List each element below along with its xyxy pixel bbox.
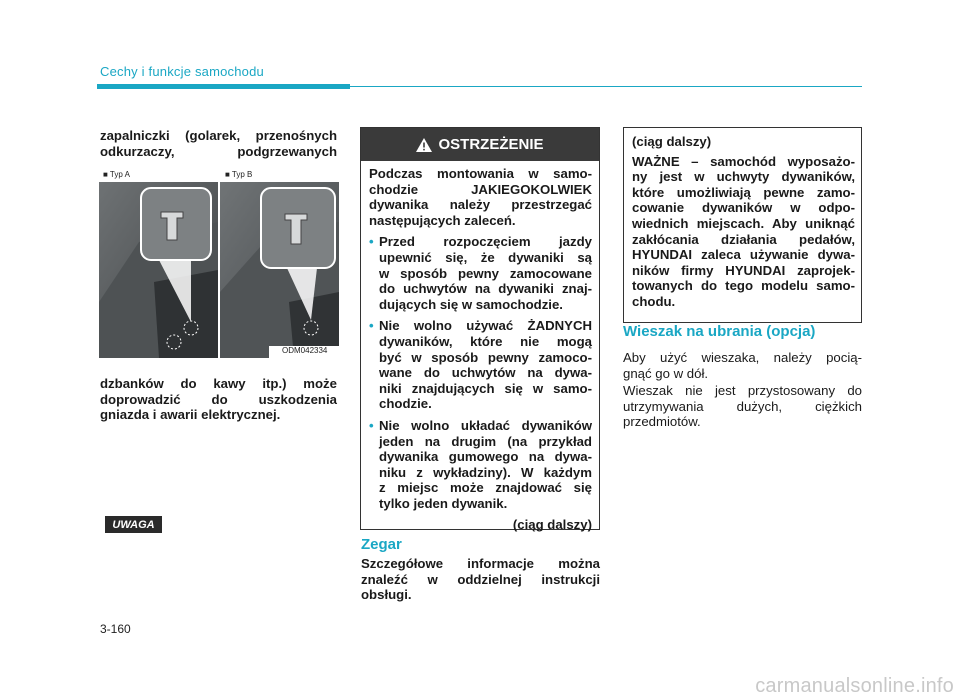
text-line: jeden na drugim (na przykład: [379, 433, 592, 449]
text-line: cowanie dywaników w odpo-: [632, 200, 855, 216]
text-line: towanych do tego modelu samo-: [632, 278, 855, 294]
continuation-body: [632, 134, 855, 310]
text-line: Wieszak nie jest przystosowany do: [623, 383, 862, 398]
text-line: z miejsc może znajdować się: [379, 480, 592, 496]
wieszak-paragraph-1: [623, 350, 862, 381]
uwaga-label: UWAGA: [105, 516, 162, 533]
text-line: gniazda i awarii elektrycznej.: [100, 407, 281, 423]
text-line: Nie wolno używać ŻADNYCH: [379, 318, 592, 334]
floor-mat-image: [99, 168, 339, 358]
warning-box: [360, 127, 600, 533]
text-line: HYUNDAI zaleca używanie dywa-: [632, 247, 855, 263]
text-line: WAŻNE – samochód wyposażo-: [632, 153, 855, 169]
zegar-paragraph: [361, 556, 600, 603]
continuation-title: (ciąg dalszy): [632, 134, 712, 149]
text-line: odkurzaczy, podgrzewanych: [100, 143, 337, 159]
text-line: ny jest w uchwyty dywaników,: [632, 169, 855, 185]
image-label-type-a: ■ Typ A: [103, 170, 130, 179]
text-line: Przed rozpoczęciem jazdy: [379, 234, 592, 250]
image-label-type-b: ■ Typ B: [225, 170, 253, 179]
text-line: niku z wykładziny). W każdym: [379, 464, 592, 480]
text-line: zakłócania działania pedałów,: [632, 231, 855, 247]
text-line: obsługi.: [361, 587, 412, 603]
wieszak-paragraph-2: [623, 383, 862, 430]
text-line: wiednich miejscach. Aby uniknąć: [632, 215, 855, 231]
text-line: być w sposób pewny zamoco-: [379, 349, 592, 365]
text-line: Podczas montowania w samo-: [369, 166, 592, 181]
text-line: dywaników, które nie mogą: [379, 333, 592, 349]
warning-bullet-3: [369, 418, 592, 512]
text-line: tylko jeden dywanik.: [379, 495, 508, 511]
page-number: 3-160: [100, 622, 131, 636]
warning-bullet-1: [369, 234, 592, 312]
text-line: doprowadzić do uszkodzenia: [100, 391, 337, 407]
text-line: ników firmy HYUNDAI zaprojek-: [632, 262, 855, 278]
text-line: przedmiotów.: [623, 414, 701, 430]
watermark: carmanualsonline.info: [755, 675, 954, 697]
left-paragraph-1: [100, 128, 337, 159]
text-line: znaleźć w oddzielnej instrukcji: [361, 571, 600, 587]
floor-mat-illustration: [99, 182, 339, 358]
bullet-icon: •: [369, 417, 374, 433]
text-line: chodzie.: [379, 396, 432, 412]
header-rule-thick: [97, 84, 350, 89]
warning-continued: (ciąg dalszy): [512, 517, 592, 533]
warning-triangle-icon: [416, 138, 432, 152]
text-line: Nie wolno układać dywaników: [379, 417, 592, 433]
warning-intro: [369, 166, 592, 228]
bullet-icon: •: [369, 318, 374, 334]
warning-title: OSTRZEŻENIE: [438, 136, 544, 153]
warning-bullet-2: [369, 318, 592, 412]
text-line: Szczegółowe informacje można: [361, 556, 600, 571]
text-line: zapalniczki (golarek, przenośnych: [100, 128, 337, 143]
text-line: upewnić się, że dywaniki są: [379, 249, 592, 265]
zegar-heading: Zegar: [361, 536, 402, 553]
text-line: w sposób pewny zamocowane: [379, 265, 592, 281]
bullet-icon: •: [369, 234, 374, 250]
text-line: dywanika gumowego na dywa-: [379, 449, 592, 465]
text-line: dzbanków do kawy itp.) może: [100, 376, 337, 391]
text-line: gnąć go w dół.: [623, 365, 709, 381]
text-line: które umożliwiają pewne zamo-: [632, 184, 855, 200]
text-line: Aby użyć wieszaka, należy pocią-: [623, 350, 862, 365]
left-paragraph-2: [100, 376, 337, 423]
text-line: niki znajdujących się w samo-: [379, 380, 592, 396]
text-line: chodu.: [632, 293, 676, 309]
text-line: do uchwytów na dywaniki znaj-: [379, 281, 592, 297]
header-rule-thin: [350, 86, 862, 87]
text-line: chodzie JAKIEGOKOLWIEK: [369, 181, 592, 197]
section-title: Cechy i funkcje samochodu: [100, 64, 264, 79]
text-line: wane do uchwytów na dywa-: [379, 365, 592, 381]
wieszak-heading: Wieszak na ubrania (opcja): [623, 323, 816, 340]
image-code: ODM042334: [282, 346, 328, 355]
warning-header: [361, 128, 599, 161]
continuation-box: [623, 127, 862, 323]
text-line: dywanika należy przestrzegać: [369, 197, 592, 213]
text-line: dujących się w samochodzie.: [379, 296, 563, 312]
text-line: utrzymywania dużych, ciężkich: [623, 398, 862, 414]
warning-body: [369, 166, 592, 533]
text-line: następujących zaleceń.: [369, 212, 516, 228]
